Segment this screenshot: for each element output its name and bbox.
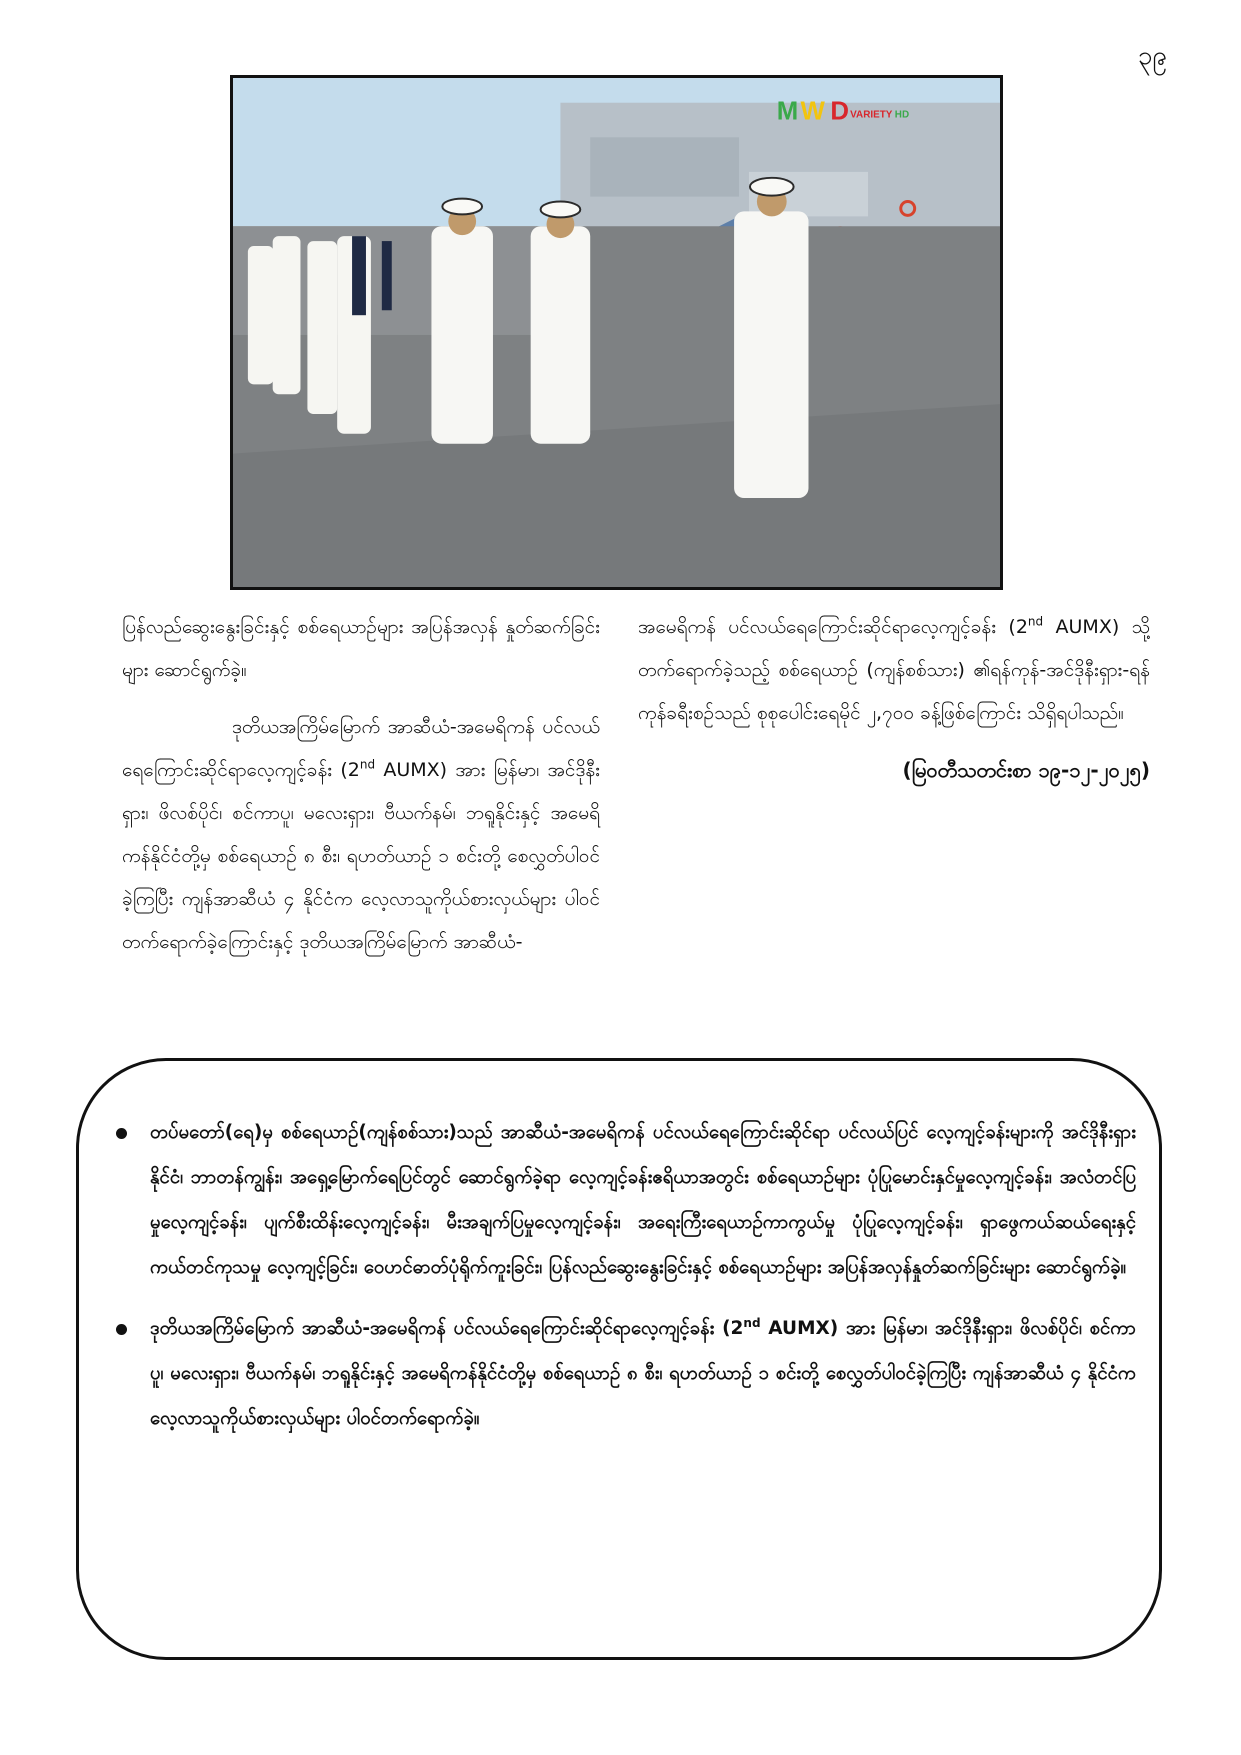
news-photo [230, 75, 1003, 590]
left-column [122, 606, 600, 978]
watermark-w: W [800, 97, 825, 126]
right-paragraph-1: အမေရိကန် ပင်လယ်ရေကြောင်းဆိုင်ရာလေ့ကျင့်ခန်း (2nd AUMX) သို့တက်ရောက်ခဲ့သည့် စစ်ရေယာဉ် (ကျန်စစ်သား) ၏ရန်ကုန်-အင်ဒိုနီးရှား-ရန်ကုန်ခရီးစဉ်သည် စုစုပေါင်းရေမိုင် ၂,၇၀၀ ခန့်ဖြစ်ကြောင်း သိရှိရပါသည်။ [638, 614, 1150, 724]
bullet-icon [116, 1128, 127, 1139]
watermark-variety: VARIETY [850, 109, 893, 121]
summary-bullet-2: ဒုတိယအကြိမ်မြောက် အာဆီယံ-အမေရိကန် ပင်လယ်ရေကြောင်းဆိုင်ရာလေ့ကျင့်ခန်း (2nd AUMX) အား မြန်မာ၊ အင်ဒိုနီးရှား၊ ဖိလစ်ပိုင်၊ စင်ကာပူ၊ မလေးရှား၊ ဗီယက်နမ်၊ ဘရူနိုင်းနှင့် အမေရိကန်နိုင်ငံတို့မှ စစ်ရေယာဉ် ၈ စီး၊ ရဟတ်ယာဉ် ၁ စင်းတို့ စေလွှတ်ပါဝင်ခဲ့ကြပြီး ကျန်အာဆီယံ ၄ နိုင်ငံက လေ့လာသူကိုယ်စားလှယ်များ ပါဝင်တက်ရောက်ခဲ့။ [106, 1306, 1136, 1441]
summary-bullet-list [106, 1110, 1136, 1457]
source-citation: (မြဝတီသတင်းစာ ၁၉-၁၂-၂၀၂၅) [902, 758, 1150, 782]
right-column [638, 606, 1150, 806]
naval-officers-handshake-image [233, 78, 1000, 587]
summary-bullet-1: တပ်မတော်(ရေ)မှ စစ်ရေယာဉ်(ကျန်စစ်သား)သည် အာဆီယံ-အမေရိကန် ပင်လယ်ရေကြောင်းဆိုင်ရာ ပင်လယ်ပြင် လေ့ကျင့်ခန်းများကို အင်ဒိုနီးရှားနိုင်ငံ၊ ဘာတန်ကျွန်း၊ အရှေ့မြောက်ရေပြင်တွင် ဆောင်ရွက်ခဲ့ရာ လေ့ကျင့်ခန်းဧရိယာအတွင်း စစ်ရေယာဉ်များ ပုံပြုမောင်းနှင်မှုလေ့ကျင့်ခန်း၊ အလံတင်ပြမှုလေ့ကျင့်ခန်း၊ ပျက်စီးထိန်းလေ့ကျင့်ခန်း၊ မီးအချက်ပြမှုလေ့ကျင့်ခန်း၊ အရေးကြီးရေယာဉ်ကာကွယ်မှု ပုံပြုလေ့ကျင့်ခန်း၊ ရှာဖွေကယ်ဆယ်ရေးနှင့် ကယ်တင်ကုသမှု လေ့ကျင့်ခြင်း၊ ဝေဟင်ဓာတ်ပုံရိုက်ကူးခြင်း၊ ပြန်လည်ဆွေးနွေးခြင်းနှင့် စစ်ရေယာဉ်များ အပြန်အလှန်နှုတ်ဆက်ခြင်းများ ဆောင်ရွက်ခဲ့။ [106, 1110, 1136, 1290]
bullet-icon [116, 1324, 127, 1335]
watermark-hd: HD [894, 109, 910, 121]
left-paragraph-1: ပြန်လည်ဆွေးနွေးခြင်းနှင့် စစ်ရေယာဉ်များ အပြန်အလှန် နှုတ်ဆက်ခြင်းများ ဆောင်ရွက်ခဲ့။ [122, 616, 600, 681]
watermark-d: D [830, 97, 849, 126]
left-paragraph-2: ဒုတိယအကြိမ်မြောက် အာဆီယံ-အမေရိကန် ပင်လယ်ရေကြောင်းဆိုင်ရာလေ့ကျင့်ခန်း (2nd AUMX) အား မြန်မာ၊ အင်ဒိုနီးရှား၊ ဖိလစ်ပိုင်၊ စင်ကာပူ၊ မလေးရှား၊ ဗီယက်နမ်၊ ဘရူနိုင်းနှင့် အမေရိကန်နိုင်ငံတို့မှ စစ်ရေယာဉ် ၈ စီး၊ ရဟတ်ယာဉ် ၁ စင်းတို့ စေလွှတ်ပါဝင်ခဲ့ကြပြီး ကျန်အာဆီယံ ၄ နိုင်ငံက လေ့လာသူကိုယ်စားလှယ်များ ပါဝင်တက်ရောက်ခဲ့ကြောင်းနှင့် ဒုတိယအကြိမ်မြောက် အာဆီယံ- [122, 716, 601, 953]
watermark-m: M [776, 97, 799, 126]
page-number: ၃၉ [1137, 41, 1167, 71]
